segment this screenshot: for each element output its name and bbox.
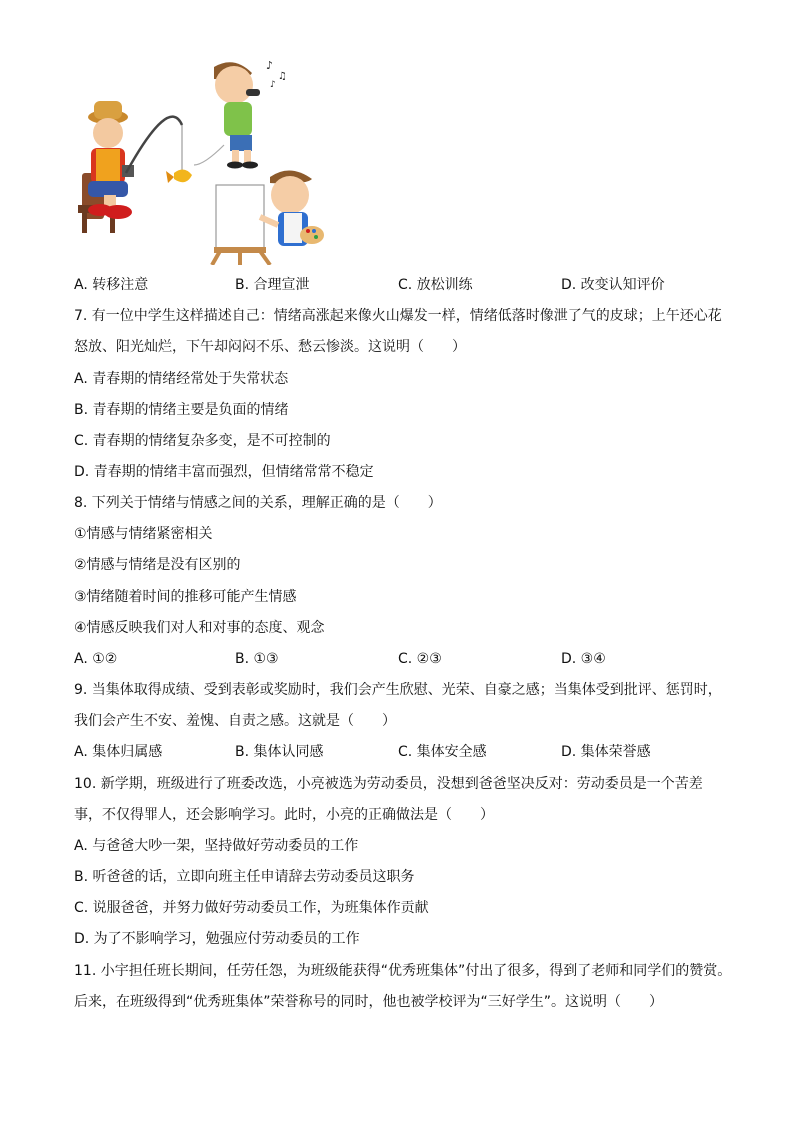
q8-options: [74, 649, 724, 669]
q6-option-d[interactable]: D. 改变认知评价: [561, 277, 665, 293]
q9-stem-line-2: 我们会产生不安、羞愧、自责之感。这就是（ ）: [74, 713, 396, 729]
q9-option-a[interactable]: A. 集体归属感: [74, 744, 163, 760]
q9-option-b[interactable]: B. 集体认同感: [235, 744, 324, 760]
q9-option-d[interactable]: D. 集体荣誉感: [561, 744, 651, 760]
q10-stem-line-1: 10. 新学期，班级进行了班委改选，小亮被选为劳动委员，没想到爸爸坚决反对：劳动委员是一个苦差: [74, 776, 703, 792]
q9-options: [74, 742, 724, 762]
q7-stem-line-2: 怒放、阳光灿烂，下午却闷闷不乐、愁云惨淡。这说明（ ）: [74, 339, 466, 355]
q8-option-d[interactable]: D. ③④: [561, 651, 606, 667]
q6-option-b[interactable]: B. 合理宣泄: [235, 277, 310, 293]
q7-stem-line-1: 7. 有一位中学生这样描述自己：情绪高涨起来像火山爆发一样，情绪低落时像泄了气的皮球；上午还心花: [74, 308, 722, 324]
q6-option-c[interactable]: C. 放松训练: [398, 277, 473, 293]
q8-option-c[interactable]: C. ②③: [398, 651, 442, 667]
q7-option-c[interactable]: C. 青春期的情绪复杂多变，是不可控制的: [74, 433, 331, 449]
q10-option-b[interactable]: B. 听爸爸的话，立即向班主任申请辞去劳动委员这职务: [74, 869, 415, 885]
svg-text:♪: ♪: [266, 59, 274, 72]
q7-option-d[interactable]: D. 青春期的情绪丰富而强烈，但情绪常常不稳定: [74, 464, 374, 480]
q8-statement-1: ①情感与情绪紧密相关: [74, 526, 213, 542]
q8-option-a[interactable]: A. ①②: [74, 651, 118, 667]
q6-option-a[interactable]: A. 转移注意: [74, 277, 149, 293]
emotion-activities-illustration: [74, 55, 324, 265]
q8-option-b[interactable]: B. ①③: [235, 651, 279, 667]
q10-option-a[interactable]: A. 与爸爸大吵一架，坚持做好劳动委员的工作: [74, 838, 359, 854]
q8-stem: 8. 下列关于情绪与情感之间的关系，理解正确的是（ ）: [74, 495, 442, 511]
q6-options: [74, 275, 724, 295]
q10-option-d[interactable]: D. 为了不影响学习，勉强应付劳动委员的工作: [74, 931, 360, 947]
q7-option-a[interactable]: A. 青春期的情绪经常处于失常状态: [74, 371, 289, 387]
singing-boy-figure: [194, 59, 287, 169]
q8-statement-4: ④情感反映我们对人和对事的态度、观念: [74, 620, 325, 636]
q9-stem-line-1: 9. 当集体取得成绩、受到表彰或奖励时，我们会产生欣慰、光荣、自豪之感；当集体受到批评、惩罚时，: [74, 682, 722, 698]
q8-statement-3: ③情绪随着时间的推移可能产生情感: [74, 589, 297, 605]
q11-stem-line-2: 后来，在班级得到“优秀班集体”荣誉称号的同时，他也被学校评为“三好学生”。这说明（ ）: [74, 994, 664, 1010]
q11-stem-line-1: 11. 小宇担任班长期间，任劳任怨，为班级能获得“优秀班集体”付出了很多，得到了老师和同学们的赞赏。: [74, 963, 732, 979]
q10-stem-line-2: 事，不仅得罪人，还会影响学习。此时，小亮的正确做法是（ ）: [74, 807, 494, 823]
fishing-boy-figure: [78, 101, 134, 233]
q8-statement-2: ②情感与情绪是没有区别的: [74, 557, 241, 573]
svg-text:♪: ♪: [270, 80, 276, 90]
q9-option-c[interactable]: C. 集体安全感: [398, 744, 487, 760]
q10-option-c[interactable]: C. 说服爸爸，并努力做好劳动委员工作，为班集体作贡献: [74, 900, 429, 916]
svg-text:♫: ♫: [278, 71, 287, 82]
fishing-rod: [126, 117, 192, 183]
painting-boy-figure: [212, 170, 324, 265]
q7-option-b[interactable]: B. 青春期的情绪主要是负面的情绪: [74, 402, 289, 418]
